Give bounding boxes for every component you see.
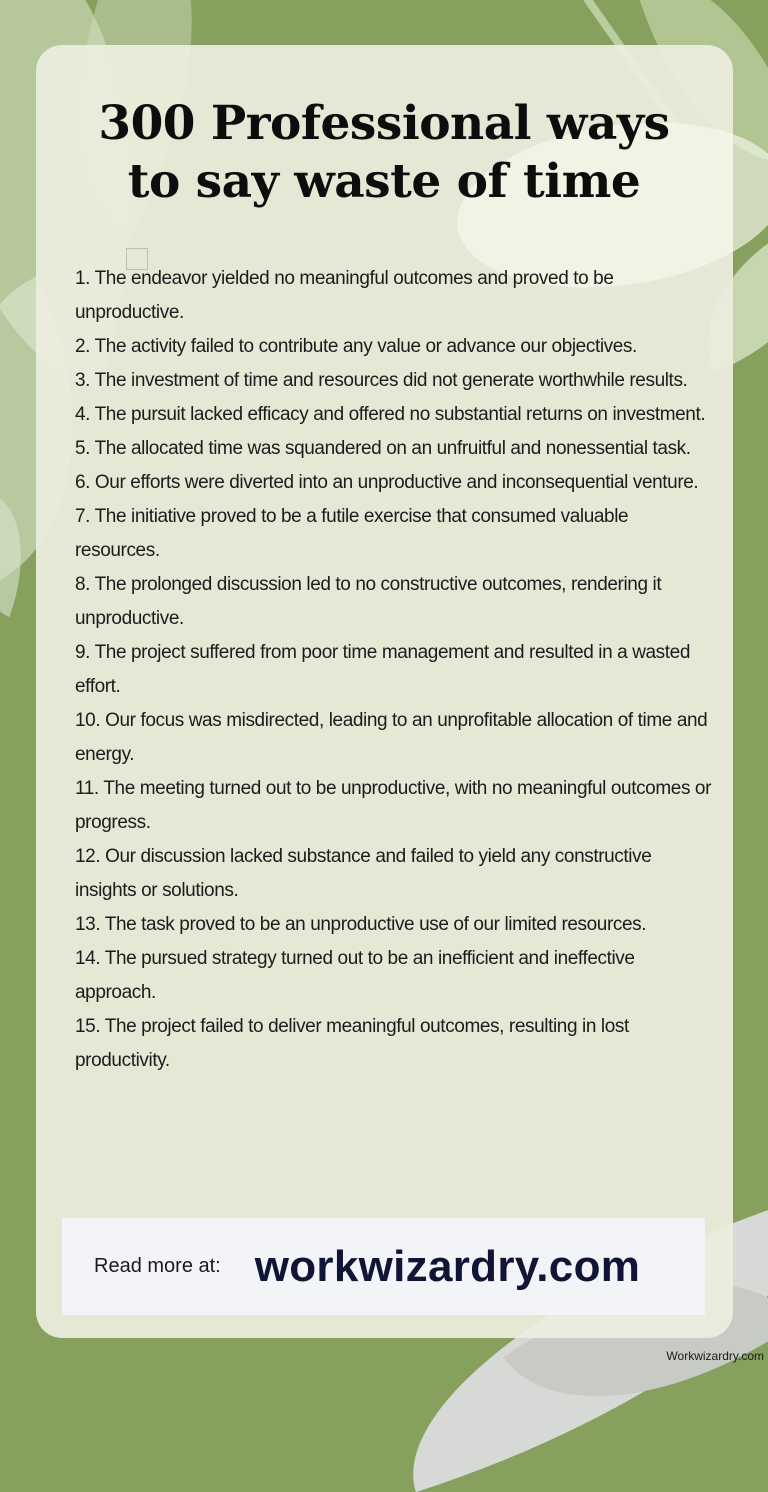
watermark: Workwizardry.com	[666, 1349, 764, 1363]
list-item: 11. The meeting turned out to be unproductive, with no meaningful outcomes or progress.	[75, 778, 712, 833]
list-item: 2. The activity failed to contribute any value or advance our objectives.	[75, 336, 637, 357]
list-item: 15. The project failed to deliver meaningful outcomes, resulting in lost productivity.	[75, 1016, 629, 1071]
placeholder-box-icon	[126, 248, 148, 270]
list-item: 13. The task proved to be an unproductive use of our limited resources.	[75, 914, 647, 935]
page-title	[0, 95, 768, 211]
list-item: 4. The pursuit lacked efficacy and offered no substantial returns on investment.	[75, 404, 706, 425]
list-item: 9. The project suffered from poor time management and resulted in a wasted effort.	[75, 642, 690, 697]
site-link[interactable]: workwizardry.com	[254, 1241, 641, 1291]
phrase-list	[75, 262, 715, 1078]
read-more-banner	[62, 1218, 705, 1315]
list-item: 5. The allocated time was squandered on an unfruitful and nonessential task.	[75, 438, 691, 459]
list-item: 8. The prolonged discussion led to no constructive outcomes, rendering it unproductive.	[75, 574, 662, 629]
list-item: 10. Our focus was misdirected, leading to an unprofitable allocation of time and energy.	[75, 710, 708, 765]
list-item: 3. The investment of time and resources did not generate worthwhile results.	[75, 370, 688, 391]
list-item: 1. The endeavor yielded no meaningful outcomes and proved to be unproductive.	[75, 262, 715, 330]
title-line-1: 300 Professional ways	[98, 96, 670, 151]
title-line-2: to say waste of time	[127, 154, 641, 209]
list-item: 6. Our efforts were diverted into an unproductive and inconsequential venture.	[75, 472, 699, 493]
read-more-label: Read more at:	[94, 1255, 221, 1277]
list-item: 12. Our discussion lacked substance and failed to yield any constructive insights or solutions.	[75, 846, 652, 901]
list-item: 14. The pursued strategy turned out to be an inefficient and ineffective approach.	[75, 948, 635, 1003]
list-item: 7. The initiative proved to be a futile exercise that consumed valuable resources.	[75, 506, 629, 561]
